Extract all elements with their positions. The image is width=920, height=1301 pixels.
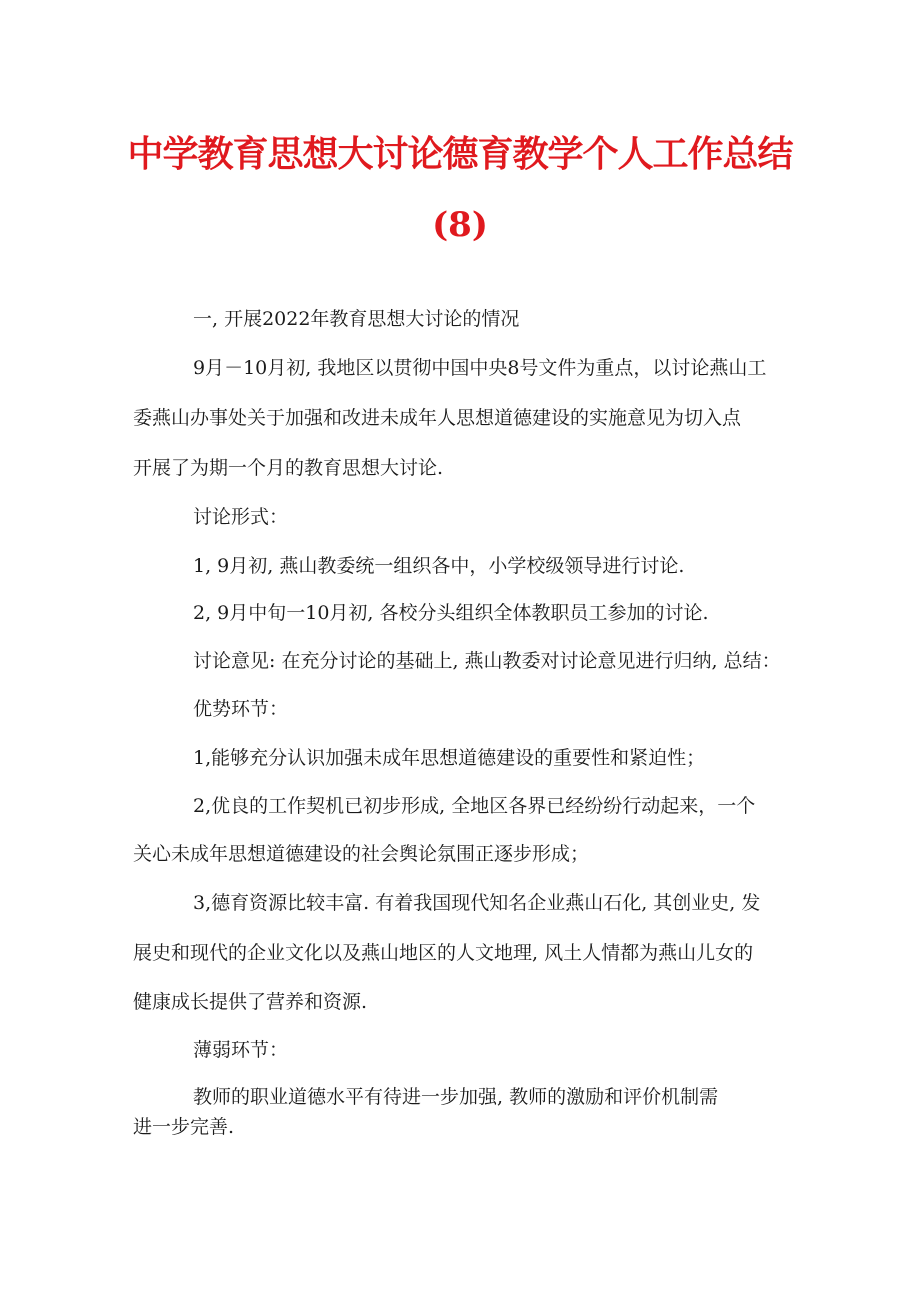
paragraph-line: 展史和现代的企业文化以及燕山地区的人文地理, 风土人情都为燕山儿女的 xyxy=(133,942,754,964)
subheading-strengths: 优势环节： xyxy=(193,698,289,720)
document-title: 中学教育思想大讨论德育教学个人工作总结 xyxy=(127,134,793,175)
paragraph-line: 讨论意见: 在充分讨论的基础上, 燕山教委对讨论意见进行归纳, 总结： xyxy=(193,650,781,672)
paragraph-line: 9月－10月初, 我地区以贯彻中国中央8号文件为重点，以讨论燕山工 xyxy=(193,357,767,379)
list-item: 2, 9月中旬一10月初, 各校分头组织全体教职员工参加的讨论. xyxy=(193,602,709,624)
paragraph-line: 关心未成年思想道德建设的社会舆论氛围正逐步形成； xyxy=(133,843,590,865)
subheading-weaknesses: 薄弱环节： xyxy=(193,1039,289,1061)
document-title-number: (8) xyxy=(432,205,488,245)
paragraph-line: 教师的职业道德水平有待进一步加强, 教师的激励和评价机制需 xyxy=(193,1086,719,1108)
paragraph-line: 开展了为期一个月的教育思想大讨论. xyxy=(133,457,444,479)
paragraph-line: 健康成长提供了营养和资源. xyxy=(133,991,368,1013)
list-item: 3,德育资源比较丰富. 有着我国现代知名企业燕山石化, 其创业史, 发 xyxy=(193,892,761,914)
section-heading: 一, 开展2022年教育思想大讨论的情况 xyxy=(193,308,520,330)
list-item: 1, 9月初, 燕山教委统一组织各中，小学校级领导进行讨论. xyxy=(193,555,685,577)
list-item: 2,优良的工作契机已初步形成, 全地区各界已经纷纷行动起来，一个 xyxy=(193,795,756,817)
paragraph-line: 委燕山办事处关于加强和改进未成年人思想道德建设的实施意见为切入点 xyxy=(133,407,742,429)
paragraph-line: 进一步完善. xyxy=(133,1116,235,1138)
list-item: 1,能够充分认识加强未成年思想道德建设的重要性和紧迫性； xyxy=(193,747,706,769)
subheading-discussion-form: 讨论形式： xyxy=(193,506,289,528)
